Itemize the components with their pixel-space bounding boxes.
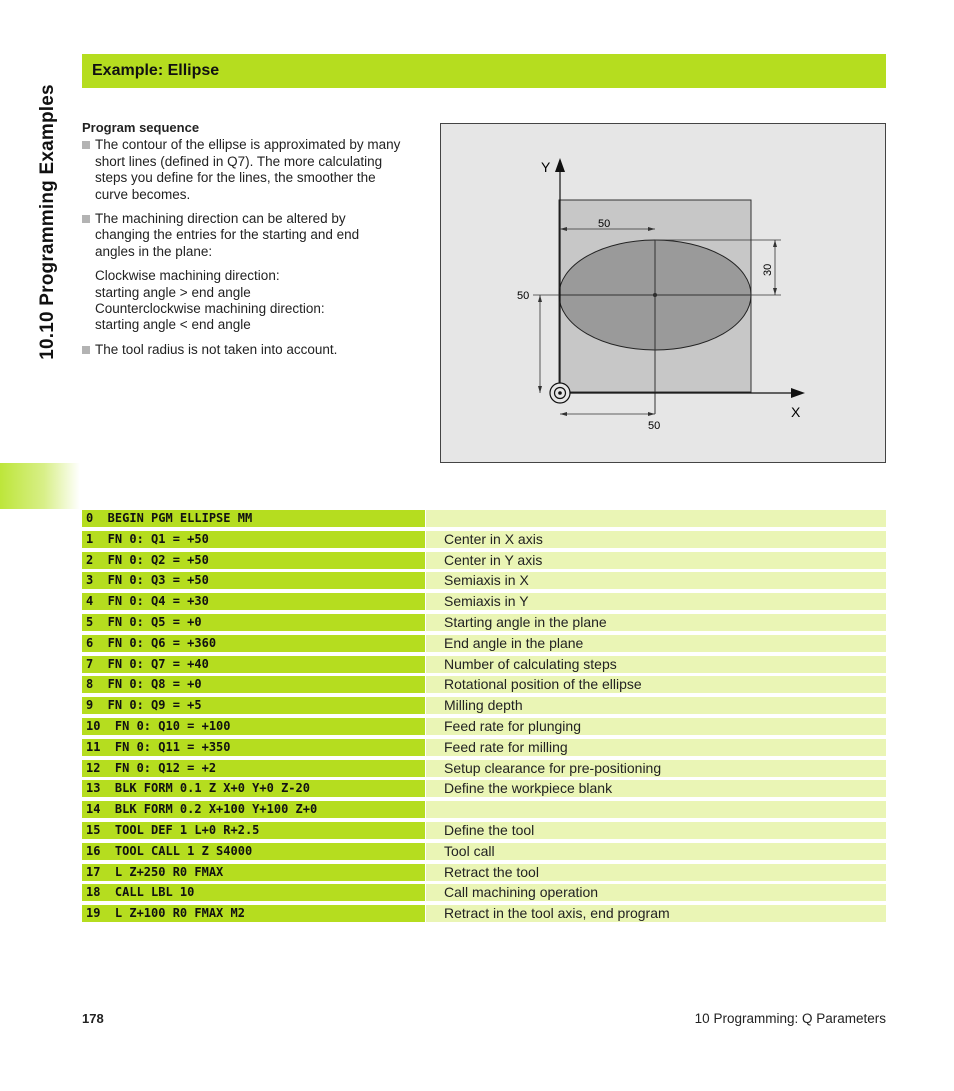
bullet-square-icon [82,141,90,149]
description-cell: Center in Y axis [426,552,886,569]
description-cell: Starting angle in the plane [426,614,886,631]
table-row [82,675,886,696]
bullet-square-icon [82,215,90,223]
description-cell: Retract the tool [426,864,886,881]
table-row [82,655,886,676]
table-row [82,592,886,613]
description-cell: Semiaxis in Y [426,593,886,610]
dim-top-label: 50 [598,218,611,230]
table-row [82,883,886,904]
bullet-square-icon [82,346,90,354]
dim-left-label: 50 [517,290,530,302]
intro-heading: Program sequence [82,120,200,135]
nc-code-cell: 14 BLK FORM 0.2 X+100 Y+100 Z+0 [82,801,425,818]
dim-right-label: 30 [762,263,774,276]
table-row [82,696,886,717]
x-axis-label: X [791,404,801,420]
nc-code-cell: 18 CALL LBL 10 [82,884,425,901]
description-cell: Call machining operation [426,884,886,901]
example-banner [82,54,886,88]
nc-code-cell: 19 L Z+100 R0 FMAX M2 [82,905,425,922]
nc-code-cell: 13 BLK FORM 0.1 Z X+0 Y+0 Z-20 [82,780,425,797]
nc-code-cell: 3 FN 0: Q3 = +50 [82,572,425,589]
table-row [82,634,886,655]
direction-line: Counterclockwise machining direction: [95,301,325,317]
nc-code-cell: 2 FN 0: Q2 = +50 [82,552,425,569]
table-row [82,821,886,842]
bullet-text: The machining direction can be altered by changing the entries for the starting and end angles in the plane: [95,211,360,259]
direction-line: starting angle > end angle [95,284,251,300]
direction-line: starting angle < end angle [95,317,251,333]
side-section-title [30,52,66,392]
page-number: 178 [82,1011,104,1026]
nc-code-cell: 0 BEGIN PGM ELLIPSE MM [82,510,425,527]
x-axis-arrow-icon [791,388,805,398]
direction-lines [82,268,402,334]
table-row [82,509,886,530]
nc-code-cell: 7 FN 0: Q7 = +40 [82,656,425,673]
chapter-title: 10 Programming: Q Parameters [694,1011,886,1026]
description-cell: Center in X axis [426,531,886,548]
intro-bullet-1 [82,137,402,203]
description-cell: Semiaxis in X [426,572,886,589]
direction-line: Clockwise machining direction: [95,268,280,284]
intro-bullet-3 [82,342,402,358]
nc-code-cell: 4 FN 0: Q4 = +30 [82,593,425,610]
nc-code-cell: 12 FN 0: Q12 = +2 [82,760,425,777]
nc-code-cell: 6 FN 0: Q6 = +360 [82,635,425,652]
nc-code-cell: 10 FN 0: Q10 = +100 [82,718,425,735]
dim-bottom-label: 50 [648,420,661,432]
nc-code-cell: 5 FN 0: Q5 = +0 [82,614,425,631]
table-row [82,613,886,634]
example-title: Example: Ellipse [92,62,220,79]
nc-code-cell: 15 TOOL DEF 1 L+0 R+2.5 [82,822,425,839]
table-row [82,738,886,759]
nc-code-cell: 16 TOOL CALL 1 Z S4000 [82,843,425,860]
description-cell: Setup clearance for pre-positioning [426,760,886,777]
bullet-text: The tool radius is not taken into account. [95,341,338,357]
description-cell: Define the workpiece blank [426,780,886,797]
description-cell: Feed rate for plunging [426,718,886,735]
section-title-text: 10.10 Programming Examples [37,84,59,360]
table-row [82,800,886,821]
nc-code-cell: 8 FN 0: Q8 = +0 [82,676,425,693]
table-row [82,759,886,780]
bullet-text: The contour of the ellipse is approximated by many short lines (defined in Q7). The more calculating steps you define for the lines, the smoother the curve becomes. [95,137,401,202]
ellipse-diagram [441,124,885,462]
nc-code-cell: 9 FN 0: Q9 = +5 [82,697,425,714]
table-row [82,551,886,572]
table-row [82,904,886,925]
nc-code-cell: 1 FN 0: Q1 = +50 [82,531,425,548]
description-cell [426,510,886,527]
description-cell: Tool call [426,843,886,860]
intro-text-block [82,120,402,358]
table-row [82,530,886,551]
side-tab-marker [0,463,80,509]
description-cell: Rotational position of the ellipse [426,676,886,693]
description-cell: Retract in the tool axis, end program [426,905,886,922]
y-axis-label: Y [541,159,551,175]
y-axis-arrow-icon [555,158,565,172]
description-cell: Define the tool [426,822,886,839]
table-row [82,842,886,863]
table-row [82,863,886,884]
table-row [82,717,886,738]
description-cell: End angle in the plane [426,635,886,652]
nc-code-cell: 11 FN 0: Q11 = +350 [82,739,425,756]
nc-code-cell: 17 L Z+250 R0 FMAX [82,864,425,881]
program-listing [82,509,886,925]
description-cell: Feed rate for milling [426,739,886,756]
description-cell: Number of calculating steps [426,656,886,673]
ellipse-figure [440,123,886,463]
description-cell [426,801,886,818]
description-cell: Milling depth [426,697,886,714]
table-row [82,779,886,800]
intro-bullet-2 [82,211,402,260]
table-row [82,571,886,592]
